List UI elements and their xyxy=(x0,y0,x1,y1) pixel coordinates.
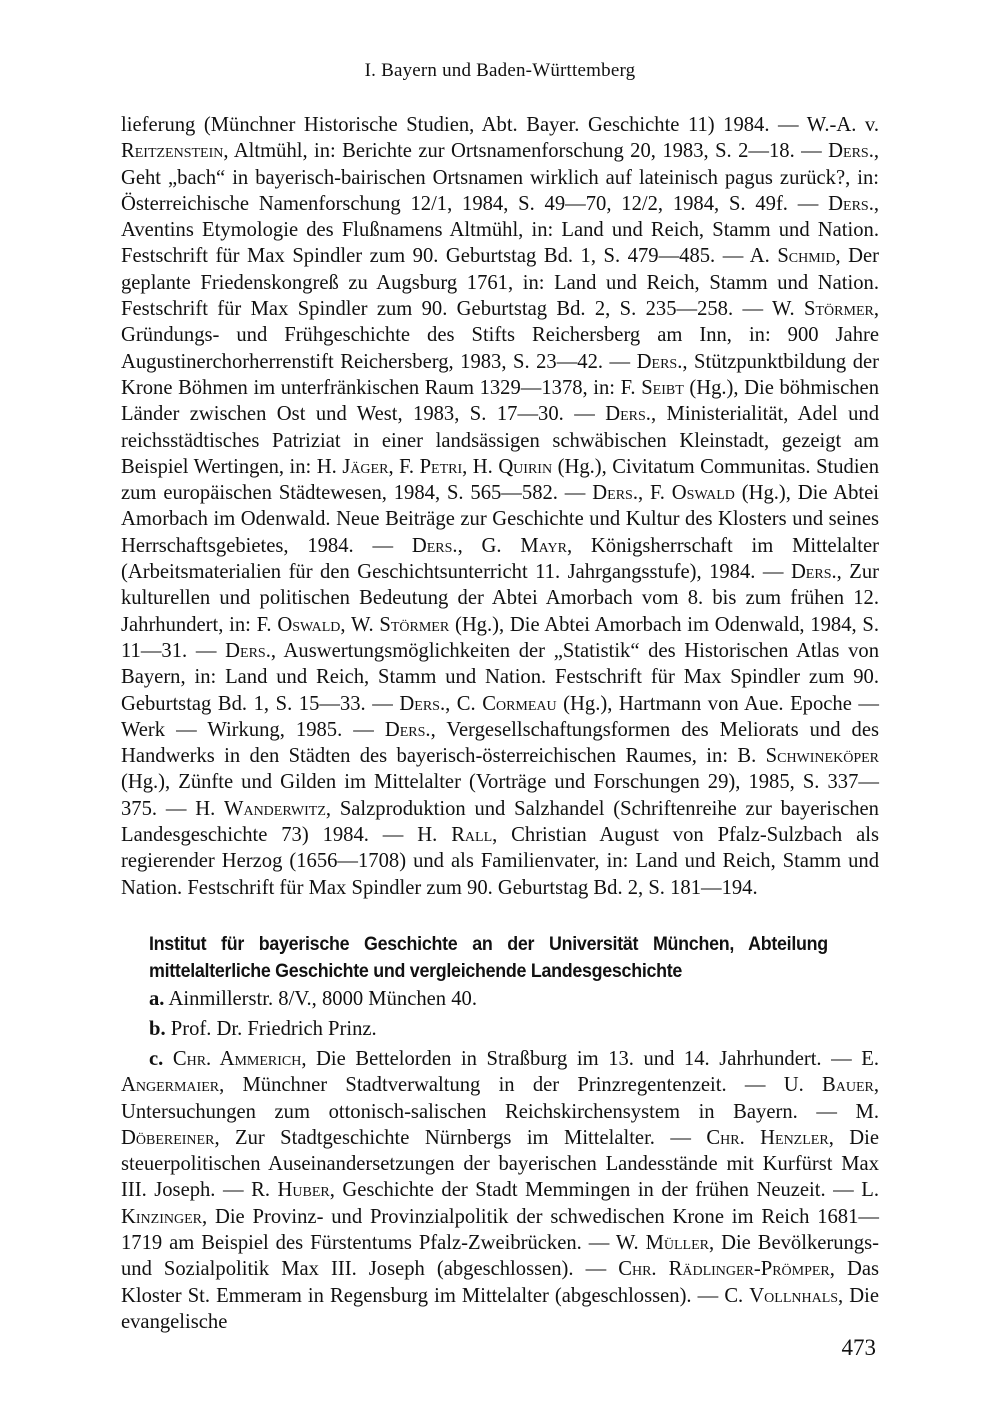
author-name: Oswald xyxy=(671,482,735,505)
author-name: Angermaier xyxy=(121,1074,220,1097)
entry-address xyxy=(121,986,879,1012)
entry-projects xyxy=(121,1046,879,1335)
author-name: Ders. xyxy=(384,718,431,741)
author-name: Chr. Rädlinger-Prömper xyxy=(618,1258,830,1281)
bibliography-paragraph: lieferung (Münchner Historische Studien, Abt. Bayer. Geschichte 11) 1984. — W.-A. v. Reitzenstein, Altmühl, in: Berichte zur Ortsnamenforschung 20, 1983, S. 2—18. — Ders., Geht „bach“ in bayerisch-bairischen Ortsnamen wirklich auf lateinisch pagus zurück?, in: Österreichische Namenforschung 12/1, 1984, S. 49—70, 12/2, 1984, S. 49f. — Ders., Aventins Etymologie des Flußnamens Altmühl, in: Land und Reich, Stamm und Nation. Festschrift für Max Spindler zum 90. Geburtstag Bd. 1, S. 479—485. — A. Schmid, Der geplante Friedenskongreß zu Augsburg 1761, in: Land und Reich, Stamm und Nation. Festschrift für Max Spindler zum 90. Geburtstag Bd. 2, S. 235—258. — W. Störmer, Gründungs- und Frühgeschichte des Stifts Reichersberg am Inn, in: 900 Jahre Augustinerchorherrenstift Reichersberg, 1983, S. 23—42. — Ders., Stützpunktbildung der Krone Böhmen im unterfränkischen Raum 1329—1378, in: F. Seibt (Hg.), Die böhmischen Länder zwischen Ost und West, 1983, S. 17—30. — Ders., Ministerialität, Adel und reichsstädtisches Patriziat in einer landsässigen schwäbischen Kleinstadt, gezeigt am Beispiel Wertingen, in: H. Jäger, F. Petri, H. Quirin (Hg.), Civitatum Communitas. Studien zum europäischen Städtewesen, 1984, S. 565—582. — Ders., F. Oswald (Hg.), Die Abtei Amorbach im Odenwald. Neue Beiträge zur Geschichte und Kultur des Klosters und seines Herrschaftsgebietes, 1984. — Ders., G. Mayr, Königsherrschaft im Mittelalter (Arbeitsmaterialien für den Geschichtsunterricht 11. Jahrgangsstufe), 1984. — Ders., Zur kulturellen und politischen Bedeutung der Abtei Amorbach vom 8. bis zum frühen 12. Jahrhundert, in: F. Oswald, W. Störmer (Hg.), Die Abtei Amorbach im Odenwald, 1984, S. 11—31. — Ders., Auswertungsmöglichkeiten der „Statistik“ des Historischen Atlas von Bayern, in: Land und Reich, Stamm und Nation. Festschrift für Max Spindler zum 90. Geburtstag Bd. 1, S. 15—33. — Ders., C. Cormeau (Hg.), Hartmann von Aue. Epoche — Werk — Wirkung, 1985. — Ders., Vergesellschaftungsformen des Meliorats und des Handwerks in den Städten des bayerisch-österreichischen Raumes, in: B. Schwineköper (Hg.), Zünfte und Gilden im Mittelalter (Vorträge und Forschungen 29), 1985, S. 337—375. — H. Wanderwitz, Salzproduktion und Salzhandel (Schriftenreihe zur bayerischen Landesgeschichte 73) 1984. — H. Rall, Christian August von Pfalz-Sulzbach als regierender Herzog (1656—1708) und als Familienvater, in: Land und Reich, Stamm und Nation. Festschrift für Max Spindler zum 90. Geburtstag Bd. 2, S. 181—194. xyxy=(121,114,880,899)
author-name: Oswald xyxy=(277,613,341,636)
author-name: Quirin xyxy=(498,455,553,478)
author-name: Döbereiner xyxy=(121,1126,215,1149)
author-name: Störmer xyxy=(379,613,450,636)
author-name: Ders. xyxy=(225,639,271,662)
author-name: Störmer xyxy=(804,298,874,321)
entry-projects-text: Chr. Ammerich, Die Bettelorden in Straßburg im 13. und 14. Jahrhundert. — E. Angermaier, Münchner Stadtverwaltung in der Prinzregentenzeit. — U. Bauer, Untersuchungen zum ottonisch-salischen Reichskirchensystem in Bayern. — M. Döbereiner, Zur Stadtgeschichte Nürnbergs im Mittelalter. — Chr. Henzler, Die steuerpolitischen Auseinandersetzungen der bayerischen Landesstände mit Kurfürst Max III. Joseph. — R. Huber, Geschichte der Stadt Memmingen in der frühen Neuzeit. — L. Kinzinger, Die Provinz- und Provinzialpolitik der schwedischen Krone im Reich 1681—1719 am Beispiel des Fürstentums Pfalz-Zweibrücken. — W. Müller, Die Bevölkerungs- und Sozialpolitik Max III. Joseph (abgeschlossen). — Chr. Rädlinger-Prömper, Das Kloster St. Emmeram in Regensburg im Mittelalter (abgeschlossen). — C. Vollnhals, Die evangelische xyxy=(121,1048,880,1333)
entry-director-text: Prof. Dr. Friedrich Prinz. xyxy=(170,1018,377,1040)
author-name: Ders. xyxy=(636,350,683,373)
author-name: Müller xyxy=(645,1232,709,1255)
author-name: Schmid xyxy=(777,245,836,268)
entry-marker-c: c. xyxy=(149,1048,164,1070)
author-name: Cormeau xyxy=(482,692,557,715)
author-name: Reitzenstein xyxy=(121,140,224,163)
entry-address-text: Ainmillerstr. 8/V., 8000 München 40. xyxy=(168,988,477,1010)
author-name: Rall xyxy=(451,824,493,847)
entry-director xyxy=(121,1016,879,1042)
author-name: Ders. xyxy=(828,140,874,163)
author-name: Ders. xyxy=(411,534,458,557)
author-name: Chr. Henzler xyxy=(706,1126,829,1149)
author-name: Ders. xyxy=(592,482,638,505)
author-name: Vollnhals xyxy=(749,1284,839,1307)
author-name: Chr. Ammerich xyxy=(172,1048,302,1070)
author-name: Ders. xyxy=(605,403,651,426)
author-name: Huber xyxy=(277,1179,330,1202)
author-name: Ders. xyxy=(399,692,446,715)
entry-marker-a: a. xyxy=(149,988,165,1010)
author-name: Seibt xyxy=(641,376,684,399)
author-name: Ders. xyxy=(790,561,837,584)
author-name: Mayr xyxy=(520,534,567,557)
author-name: Jäger xyxy=(342,455,389,478)
section-heading: Institut für bayerische Geschichte an der Universität München, Abteilung mittelalterliche Geschichte und vergleichende Landesgeschichte xyxy=(149,934,828,982)
running-head: I. Bayern und Baden-Württemberg xyxy=(364,60,636,81)
author-name: Ders. xyxy=(828,192,874,215)
page-number: 473 xyxy=(841,1335,876,1360)
author-name: Wanderwitz xyxy=(224,797,326,820)
entry-marker-b: b. xyxy=(149,1018,166,1040)
author-name: Petri xyxy=(419,455,463,478)
author-name: Bauer xyxy=(821,1074,874,1097)
author-name: Kinzinger xyxy=(121,1205,202,1228)
author-name: Schwineköper xyxy=(765,745,879,768)
